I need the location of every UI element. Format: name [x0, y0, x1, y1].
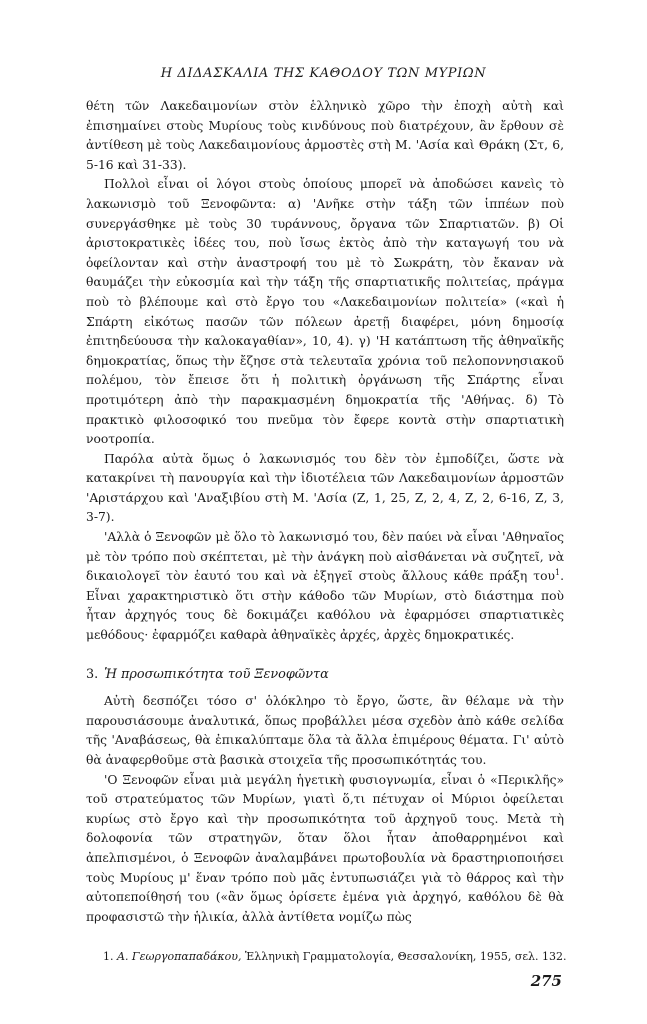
section-heading	[86, 665, 564, 685]
paragraph-criticism: Παρόλα αὐτὰ ὅμως ὁ λακωνισμός του δὲν τὸν ἐμποδίζει, ὥστε νὰ κατακρίνει τὴ πανουργία καὶ τὴν ἰδιοτέλεια τῶν Λακεδαιμονίων ἁρμοστῶν 'Αριστάρχου καὶ 'Αναξιβίου στὴ Μ. 'Ασία (Ζ, 1, 25, Ζ, 2, 4, Ζ, 2, 6-16, Ζ, 3, 3-7).	[86, 451, 564, 525]
footnote-number: 1.	[103, 950, 114, 963]
paragraph-leadership: 'Ο Ξενοφῶν εἶναι μιὰ μεγάλη ἡγετικὴ φυσιογνωμία, εἶναι ὁ «Περικλῆς» τοῦ στρατεύματος τῶν Μυρίων, γιατὶ ὅ,τι πέτυχαν οἱ Μύριοι ὀφείλεται κυρίως στὸ ἔργο καὶ τὴν προσωπικότητα τοῦ ἀρχηγοῦ τους. Μετὰ τὴ δολοφονία τῶν στρατηγῶν, ὅταν ὅλοι ἦταν ἀποθαρρημένοι καὶ ἀπελπισμένοι, ὁ Ξενοφῶν ἀναλαμβάνει πρωτοβουλία νὰ δραστηριοποιήσει τοὺς Μυρίους μ' ἕναν τρόπο ποὺ μᾶς ἐντυπωσιάζει γιὰ τὸ θάρρος καὶ τὴν αὐτοπεποίθησή του («ἂν ὅμως ὁρίσετε ἐμένα γιὰ ἀρχηγό, καθόλου δὲ θὰ προφασιστῶ τὴν ἡλικία, ἀλλὰ ἀντίθετα νομίζω πὼς	[86, 772, 564, 924]
footnote-text: Ἑλληνικὴ Γραμματολογία, Θεσσαλονίκη, 1955, σελ. 132.	[245, 950, 567, 963]
footnote-reference: 1	[554, 568, 561, 578]
footnote	[103, 950, 573, 964]
paragraph-continuation: θέτη τῶν Λακεδαιμονίων στὸν ἑλληνικὸ χῶρο τὴν ἐποχὴ αὐτὴ καὶ ἐπισημαίνει στοὺς Μυρίους τοὺς κινδύνους ποὺ διατρέχουν, ἂν ἔρθουν σὲ ἀντίθεση μὲ τοὺς Λακεδαιμονίους ἁρμοστὲς στὴ Μ. 'Ασία καὶ Θράκη (Στ, 6, 5-16 καὶ 31-33).	[86, 99, 564, 172]
footnote-author: Α. Γεωργοπαπαδάκου,	[117, 950, 242, 963]
section-number: 3.	[86, 666, 99, 682]
paragraph-laconism-reasons: Πολλοὶ εἶναι οἱ λόγοι στοὺς ὁποίους μπορεῖ νὰ ἀποδώσει κανεὶς τὸ λακωνισμὸ τοῦ Ξενοφῶντα: α) 'Ανῆκε στὴν τάξη τῶν ἱππέων ποὺ συνεργάσθηκε μὲ τοὺς 30 τυράννους, ὄργανα τῶν Σπαρτιατῶν. β) Οἱ ἀριστοκρατικὲς ἰδέες του, ποὺ ἴσως ἐκτὸς ἀπὸ τὴν καταγωγή του νὰ ὀφείλονταν καὶ στὴν ἀναστροφή του μὲ τὸ Σωκράτη, τὸν ἔκαναν νὰ θαυμάζει τὴν εὐκοσμία καὶ τὴν τάξη τῆς σπαρτιατικῆς πολιτείας, πράγμα ποὺ τὸ βλέπουμε καὶ στὸ ἔργο του «Λακεδαιμονίων πολιτεία» («καὶ ἡ Σπάρτη εἰκότως πασῶν τῶν πόλεων ἀρετῇ διαφέρει, μόνη δημοσίᾳ ἐπιτηδεύουσα τὴν καλοκαγαθίαν», 10, 4). γ) 'Η κατάπτωση τῆς ἀθηναϊκῆς δημοκρατίας, ὅπως τὴν ἔζησε στὰ τελευταῖα χρόνια τοῦ πελοποννησιακοῦ πολέμου, τὸν ἔπεισε ὅτι ἡ πολιτικὴ ὀργάνωση τῆς Σπάρτης εἶναι προτιμότερη ἀπὸ τὴν παρακμασμένη δημοκρατία τῆς 'Αθήνας. δ) Τὸ πρακτικὸ φιλοσοφικό του πνεῦμα τὸν ἔφερε κοντὰ στὴν σπαρτιατικὴ νοοτροπία.	[86, 177, 564, 447]
running-title: Η ΔΙΔΑΣΚΑΛΙΑ ΤΗΣ ΚΑΘΟΔΟΥ ΤΩΝ ΜΥΡΙΩΝ	[160, 66, 487, 81]
main-text	[86, 97, 564, 927]
paragraph-athenian	[86, 528, 564, 646]
paragraph-athenian-tail: . Εἶναι χαρακτηριστικὸ ὅτι στὴν κάθοδο τῶν Μυρίων, στὸ διάστημα ποὺ ἦταν ἀρχηγός τους δὲ δοκιμάζει καθόλου νὰ ἐφαρμόσει σπαρτιατικὲς μεθόδους· ἐφαρμόζει καθαρὰ ἀθηναϊκὲς ἀρχές, ἀρχὲς δημοκρατικές.	[86, 569, 564, 643]
paragraph-personality-intro: Αὐτὴ δεσπόζει τόσο σ' ὁλόκληρο τὸ ἔργο, ὥστε, ἂν θέλαμε νὰ τὴν παρουσιάσουμε ἀναλυτικά, ὅπως προβάλλει μέσα σχεδὸν ἀπὸ κάθε σελίδα τῆς 'Αναβάσεως, θὰ ἐπικαλύπταμε ὅλα τὰ ἄλλα ἐπιμέρους θέματα. Γι' αὐτὸ θὰ ἀναφερθοῦμε στὰ βασικὰ στοιχεῖα τῆς προσωπικότητάς του.	[86, 694, 564, 767]
page-number: 275	[530, 972, 562, 990]
section-title: Ἡ προσωπικότητα τοῦ Ξενοφῶντα	[104, 666, 329, 682]
paragraph-athenian-text: 'Αλλὰ ὁ Ξενοφῶν μὲ ὅλο τὸ λακωνισμό του, δὲν παύει νὰ εἶναι 'Αθηναῖος μὲ τὸν τρόπο ποὺ σκέπτεται, μὲ τὴν ἀνάγκη ποὺ αἰσθάνεται νὰ συζητεῖ, νὰ δικαιολογεῖ τὸν ἑαυτό του καὶ νὰ ἐξηγεῖ στοὺς ἄλλους κάθε πράξη του	[86, 530, 564, 584]
